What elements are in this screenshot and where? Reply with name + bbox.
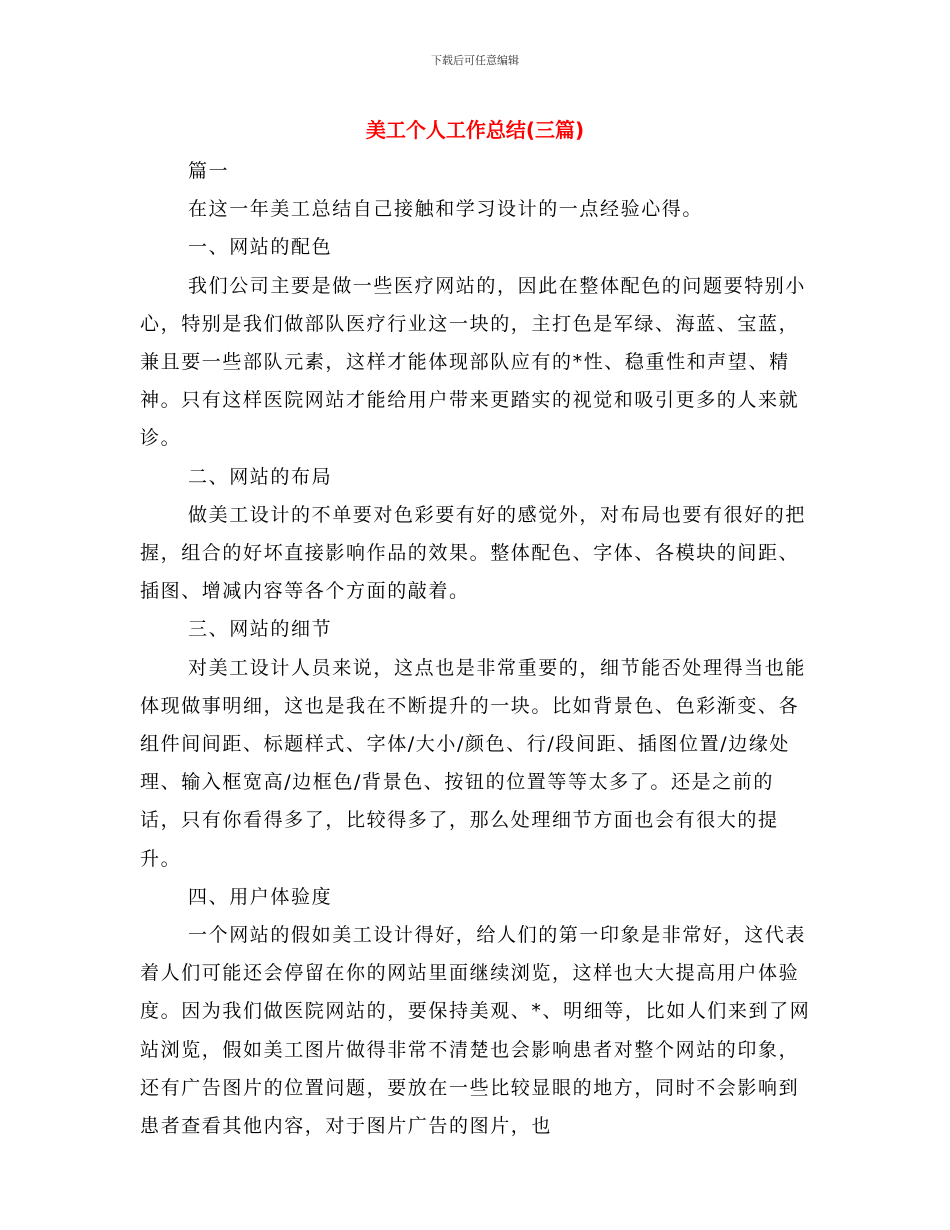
document-title: 美工个人工作总结(三篇) [365, 118, 585, 142]
header-note: 下载后可任意编辑 [431, 54, 519, 67]
document-body [140, 152, 812, 1145]
section-label-part-one: 篇一 [188, 160, 230, 182]
paragraph-layout: 做美工设计的不单要对色彩要有好的感觉外，对布局也要有很好的把握，组合的好坏直接影响作品的效果。整体配色、字体、各模块的间距、插图、增减内容等各个方面的敲着。 [140, 503, 807, 603]
paragraph-color-scheme: 我们公司主要是做一些医疗网站的，因此在整体配色的问题要特别小心，特别是我们做部队医疗行业这一块的，主打色是军绿、海蓝、宝蓝，兼且要一些部队元素，这样才能体现部队应有的*性、稳重性和声望、精神。只有这样医院网站才能给用户带来更踏实的视觉和吸引更多的人来就诊。 [140, 274, 807, 450]
heading-details: 三、网站的细节 [188, 618, 333, 641]
paragraph-user-experience: 一个网站的假如美工设计得好，给人们的第一印象是非常好，这代表着人们可能还会停留在你的网站里面继续浏览，这样也大大提高用户体验度。因为我们做医院网站的，要保持美观、*、明细等，比如人们来到了网站浏览，假如美工图片做得非常不清楚也会影响患者对整个网站的印象，还有广告图片的位置问题，要放在一些比较显眼的地方，同时不会影响到患者查看其他内容，对于图片广告的图片，也 [140, 924, 811, 1138]
paragraph-details: 对美工设计人员来说，这点也是非常重要的，细节能否处理得当也能体现做事明细，这也是我在不断提升的一块。比如背景色、色彩渐变、各组件间间距、标题样式、字体/大小/颜色、行/段间距、插图位置/边缘处理、输入框宽高/边框色/背景色、按钮的位置等等太多了。还是之前的话，只有你看得多了，比较得多了，那么处理细节方面也会有很大的提升。 [140, 656, 807, 870]
heading-layout: 二、网站的布局 [188, 465, 333, 488]
heading-color-scheme: 一、网站的配色 [188, 236, 333, 259]
heading-user-experience: 四、用户体验度 [188, 885, 333, 908]
intro-paragraph: 在这一年美工总结自己接触和学习设计的一点经验心得。 [188, 198, 704, 221]
